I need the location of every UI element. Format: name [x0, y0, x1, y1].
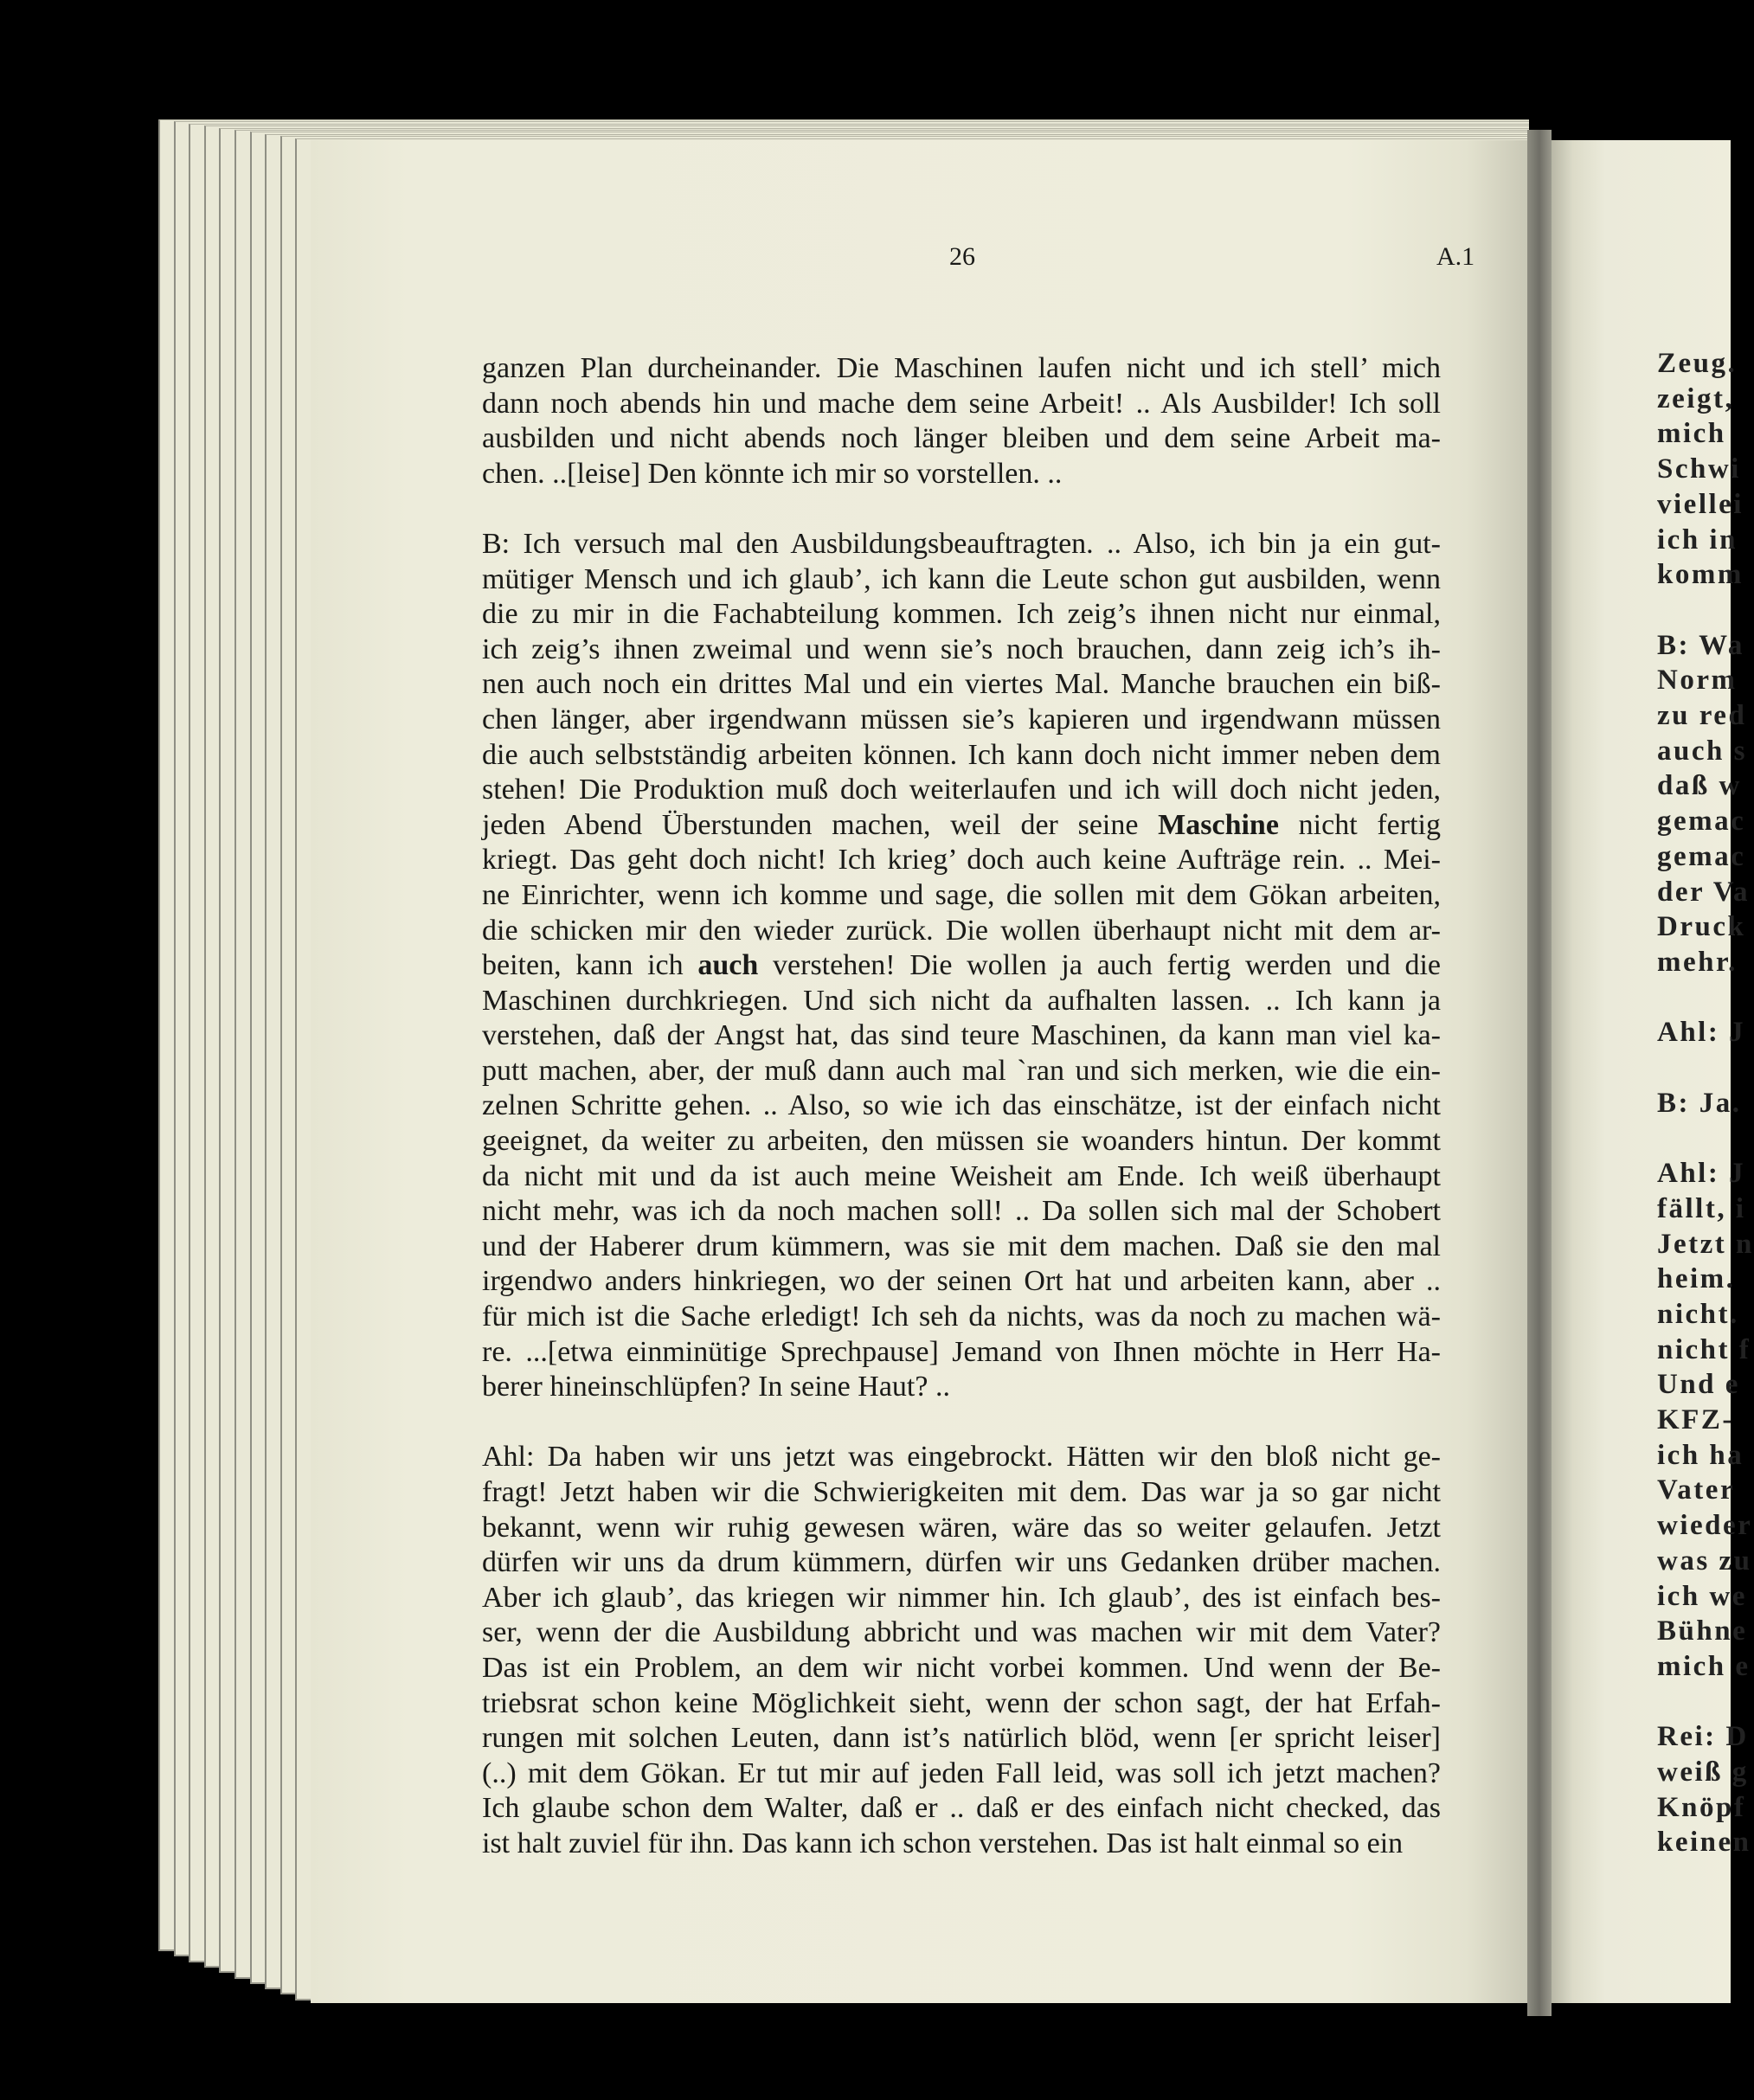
text-line: Ahl: Da haben wir uns jetzt was eingebrockt. Hätten wir den bloß nicht ge- [482, 1441, 1441, 1474]
text-line: B: Wa [1657, 629, 1744, 661]
text-line: Druck [1657, 911, 1746, 943]
text-line: nen auch noch ein drittes Mal und ein viertes Mal. Manche brauchen ein biß- [482, 668, 1441, 701]
text-line: mich [1657, 418, 1726, 450]
paragraph [1657, 628, 1754, 980]
text-line: chen. ..[leise] Den könnte ich mir so vorstellen. .. [482, 457, 1063, 490]
text-line [482, 948, 1441, 984]
text-line: Das ist ein Problem, an dem wir nicht vorbei kommen. Und wenn der Be- [482, 1651, 1441, 1684]
text-line: die auch selbstständig arbeiten können. Ich kann doch nicht immer neben dem [482, 738, 1441, 771]
text-line: dann noch abends hin und mache dem seine Arbeit! .. Als Ausbilder! Ich soll [482, 387, 1441, 420]
paragraph [1657, 1719, 1754, 1860]
text-line: gemac [1657, 840, 1746, 872]
text-line: ich we [1657, 1580, 1747, 1612]
text-line: mich e [1657, 1650, 1751, 1682]
text-line: die schicken mir den wieder zurück. Die wollen überhaupt nicht mit dem ar- [482, 914, 1441, 947]
text-line: nicht. [1657, 1298, 1739, 1330]
text-line: und der Haberer drum kümmern, was sie mit dem machen. Daß sie den mal [482, 1230, 1441, 1262]
text-line: da nicht mit und da ist auch meine Weisheit am Ende. Ich weiß überhaupt [482, 1159, 1441, 1192]
paragraph [1657, 1015, 1754, 1050]
paragraph [482, 351, 1441, 491]
text-line: geeignet, da weiter zu arbeiten, den müssen sie woanders hintun. Der kommt [482, 1125, 1441, 1158]
text-line: ne Einrichter, wenn ich komme und sage, die sollen mit dem Gökan arbeiten, [482, 878, 1441, 911]
text-line: B: Ja. [1657, 1087, 1742, 1119]
text-line: Ahl: J [1657, 1017, 1746, 1049]
text-line: gemac [1657, 806, 1746, 838]
text-line: Schwi [1657, 453, 1741, 485]
text-line: Aber ich glaub’, das kriegen wir nimmer hin. Ich glaub’, des ist einfach bes- [482, 1581, 1441, 1614]
text-line: Ich glaube schon dem Walter, daß er .. daß er des einfach nicht checked, das [482, 1792, 1441, 1825]
text-line: fällt, i [1657, 1192, 1746, 1224]
text-line: ganzen Plan durcheinander. Die Maschinen laufen nicht und ich stell’ mich [482, 352, 1441, 384]
text-line: nicht mehr, was ich da noch machen soll! .. Da sollen sich mal der Schobert [482, 1195, 1441, 1228]
text-segment: verstehen! Die wollen ja auch fertig werden und die [758, 949, 1442, 982]
page-number: 26 [949, 242, 975, 271]
text-line: Vater [1657, 1474, 1736, 1506]
text-line: der Va [1657, 876, 1751, 908]
paragraph [482, 527, 1441, 1405]
text-line: ausbilden und nicht abends noch länger bleiben und dem seine Arbeit ma- [482, 422, 1441, 455]
text-line: weiß g [1657, 1756, 1749, 1789]
text-segment: beiten, kann ich [482, 949, 698, 982]
text-line: was zu [1657, 1544, 1752, 1577]
text-line: (..) mit dem Gökan. Er tut mir auf jeden Fall leid, was soll ich jetzt machen? [482, 1756, 1441, 1789]
text-line: zeigt, [1657, 382, 1735, 414]
text-line [482, 808, 1441, 844]
paragraph [1657, 346, 1754, 593]
text-line: heim. [1657, 1263, 1736, 1295]
text-line: wieder [1657, 1510, 1753, 1542]
text-line: ich in [1657, 523, 1738, 556]
text-line: irgendwo anders hinkriegen, wo der seinen Ort hat und arbeiten kann, aber .. [482, 1265, 1441, 1298]
text-line: ser, wenn der die Ausbildung abbricht und was machen wir mit dem Vater? [482, 1616, 1441, 1649]
text-line: keinen [1657, 1827, 1751, 1859]
text-line: auch s [1657, 735, 1747, 767]
right-page-text [1657, 346, 1754, 1896]
text-line: mütiger Mensch und ich glaub’, ich kann die Leute schon gut ausbilden, wenn [482, 562, 1441, 595]
text-line: triebsrat schon keine Möglichkeit sieht, wenn der schon sagt, der hat Erfah- [482, 1686, 1441, 1719]
text-line: KFZ- [1657, 1404, 1734, 1436]
paragraph [1657, 1086, 1754, 1121]
left-page-text [482, 351, 1441, 1897]
text-line: Jetzt n [1657, 1228, 1754, 1260]
text-line: für mich ist die Sache erledigt! Ich seh da nichts, was da noch zu machen wä- [482, 1300, 1441, 1333]
text-line: die zu mir in die Fachabteilung kommen. Ich zeig’s ihnen nicht nur einmal, [482, 598, 1441, 631]
text-line: kriegt. Das geht doch nicht! Ich krieg’ doch auch keine Aufträge rein. .. Mei- [482, 844, 1441, 877]
text-line: Maschinen durchkriegen. Und sich nicht da aufhalten lassen. .. Ich kann ja [482, 984, 1441, 1017]
text-line: bekannt, wenn wir ruhig gewesen wären, wäre das so weiter gelaufen. Jetzt [482, 1511, 1441, 1544]
text-line: berer hineinschlüpfen? In seine Haut? .. [482, 1371, 950, 1403]
text-line: ich ha [1657, 1439, 1744, 1471]
text-line: putt machen, aber, der muß dann auch mal `ran und sich merken, wie die ein- [482, 1054, 1441, 1087]
text-line: daß w [1657, 770, 1742, 802]
text-line: chen länger, aber irgendwann müssen sie’s kapieren und irgendwann müssen [482, 703, 1441, 735]
right-page [1552, 140, 1754, 2003]
text-line: zu red [1657, 700, 1747, 732]
text-line: Zeug. [1657, 348, 1738, 379]
text-segment: jeden Abend Überstunden machen, weil der seine [482, 808, 1159, 841]
text-line: B: Ich versuch mal den Ausbildungsbeauftragten. .. Also, ich bin ja ein gut- [482, 527, 1441, 560]
text-line: dürfen wir uns da drum kümmern, dürfen wir uns Gedanken drüber machen. [482, 1546, 1441, 1579]
text-line: fragt! Jetzt haben wir die Schwierigkeiten mit dem. Das war ja so gar nicht [482, 1476, 1441, 1508]
text-segment: nicht fertig [1278, 808, 1441, 841]
text-line: stehen! Die Produktion muß doch weiterlaufen und ich will doch nicht jeden, [482, 774, 1441, 806]
text-line: verstehen, daß der Angst hat, das sind teure Maschinen, da kann man viel ka- [482, 1019, 1441, 1052]
text-line: Ahl: J [1657, 1158, 1746, 1190]
emphasized-word: Maschine [1158, 808, 1279, 841]
text-line: ist halt zuviel für ihn. Das kann ich schon verstehen. Das ist halt einmal so ein [482, 1827, 1404, 1859]
text-line: re. ...[etwa einminütige Sprechpause] Jemand von Ihnen möchte in Herr Ha- [482, 1335, 1441, 1368]
text-line: ich zeig’s ihnen zweimal und wenn sie’s noch brauchen, dann zeig ich’s ih- [482, 633, 1441, 665]
text-line: Bühne [1657, 1615, 1748, 1647]
text-line: Und e [1657, 1369, 1740, 1401]
text-line: komm [1657, 559, 1744, 591]
text-line: zelnen Schritte gehen. .. Also, so wie ich das einschätze, ist der einfach nicht [482, 1089, 1441, 1122]
paragraph [1657, 1156, 1754, 1685]
text-line: Norm [1657, 665, 1738, 697]
text-line: Knöpf [1657, 1791, 1746, 1823]
text-line: nicht f [1657, 1333, 1751, 1365]
book-gutter [1527, 130, 1552, 2016]
paragraph [482, 1440, 1441, 1861]
text-line: rungen mit solchen Leuten, dann ist’s natürlich blöd, wenn [er spricht leiser] [482, 1722, 1441, 1755]
text-line: Rei: D [1657, 1721, 1749, 1753]
text-line: viellei [1657, 488, 1744, 520]
running-head: A.1 [1436, 242, 1475, 271]
emphasized-word: auch [697, 949, 759, 982]
text-line: mehr. [1657, 946, 1738, 978]
